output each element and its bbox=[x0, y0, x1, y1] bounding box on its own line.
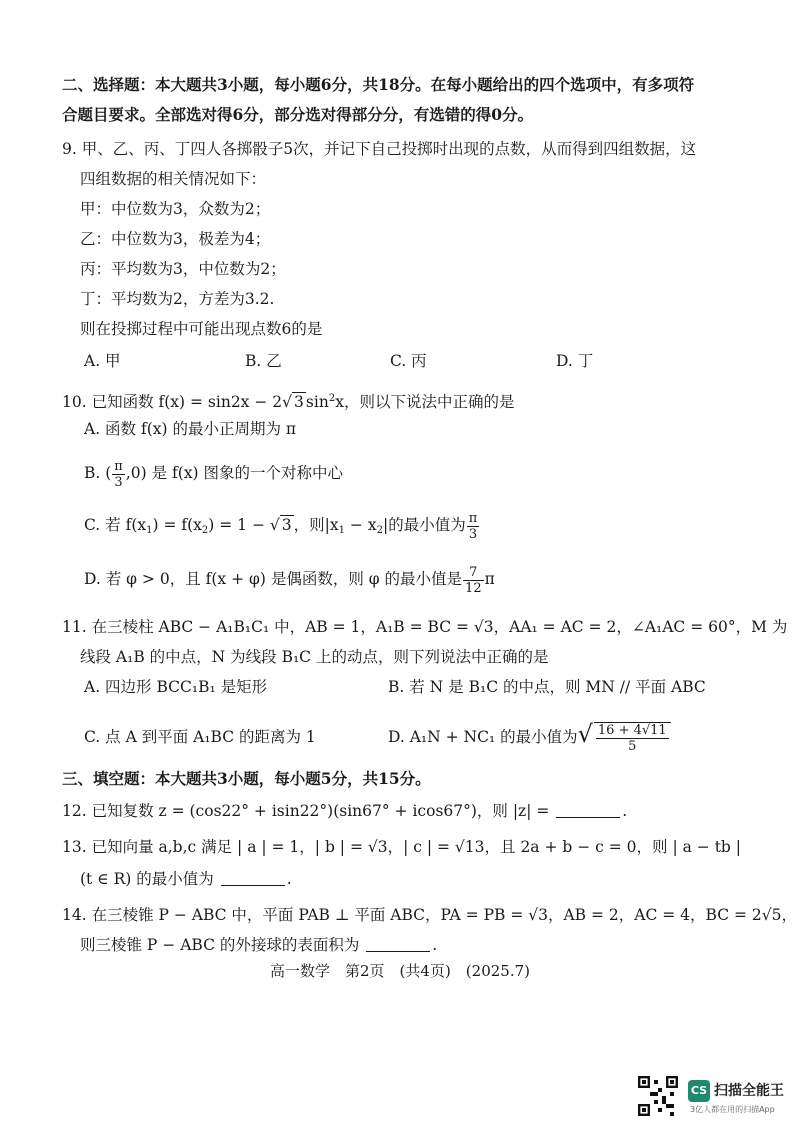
qr-code-icon bbox=[638, 1076, 678, 1116]
q10-option-c bbox=[84, 508, 480, 548]
q10-option-d-text: D. 若 φ > 0，且 f(x + φ) 是偶函数，则 φ 的最小值是 bbox=[84, 570, 463, 588]
q10-option-d-fraction bbox=[463, 565, 484, 596]
q10-option-b-fraction bbox=[112, 459, 125, 490]
page-footer: 高一数学 第2页 (共4页) (2025.7) bbox=[270, 962, 530, 980]
q14-text: 则三棱锥 P − ABC 的外接球的表面积为 bbox=[80, 936, 365, 954]
q12-text: 12. 已知复数 z = (cos22° + isin22°)(sin67° + icos67°)，则 |z| = bbox=[62, 802, 555, 820]
q11-option-c: C. 点 A 到平面 A₁BC 的距离为 1 bbox=[84, 728, 316, 746]
q13-answer-blank[interactable] bbox=[221, 871, 285, 886]
fraction-numerator: 16 + 4√11 bbox=[597, 723, 667, 738]
fraction-numerator: π bbox=[468, 510, 478, 526]
q10-option-a: A. 函数 f(x) 的最小正周期为 π bbox=[84, 420, 297, 438]
q10-option-b-suffix: ,0) 是 f(x) 图象的一个对称中心 bbox=[125, 464, 344, 482]
subscript: 1 bbox=[338, 525, 345, 536]
q11-option-d bbox=[388, 712, 672, 759]
q9-stem-line1: 9. 甲、乙、丙、丁四人各掷骰子5次，并记下自己投掷时出现的点数，从而得到四组数据，这 bbox=[62, 140, 697, 158]
q10-c-part: − x bbox=[345, 516, 377, 534]
q11-option-d-fraction bbox=[594, 722, 671, 754]
q14-answer-blank[interactable] bbox=[366, 937, 430, 952]
q9-option-c: C. 丙 bbox=[390, 352, 427, 370]
q9-condition-jia: 甲：中位数为3，众数为2； bbox=[80, 200, 271, 218]
sqrt-icon: √ bbox=[282, 393, 293, 411]
q10-function-a: f(x) = sin2x − 2 bbox=[158, 393, 283, 411]
q10-function-x: x bbox=[335, 393, 344, 411]
q10-stem-suffix: ，则以下说法中正确的是 bbox=[343, 393, 515, 411]
q10-c-part: ) = 1 − bbox=[208, 516, 270, 534]
q10-function-square: 2 bbox=[328, 393, 336, 404]
q10-option-b-prefix: B. ( bbox=[84, 464, 112, 482]
q14-stem-line1: 14. 在三棱锥 P − ABC 中，平面 PAB ⊥ 平面 ABC，PA = PB = √3，AB = 2，AC = 4，BC = 2√5， bbox=[62, 906, 798, 924]
q10-function-sin: sin bbox=[305, 393, 329, 411]
q9-condition-ding: 丁：平均数为2，方差为3.2. bbox=[80, 290, 275, 308]
q14-stem-line2 bbox=[80, 934, 437, 956]
q10-option-c-fraction bbox=[467, 511, 480, 542]
q11-stem-line1: 11. 在三棱柱 ABC − A₁B₁C₁ 中，AB = 1，A₁B = BC = √3，AA₁ = AC = 2，∠A₁AC = 60°，M 为 bbox=[62, 618, 788, 636]
q10-sqrt3: 3 bbox=[294, 393, 304, 411]
q10-c-part: C. 若 f(x bbox=[84, 516, 147, 534]
camscanner-logo-icon: CS bbox=[688, 1080, 710, 1102]
q10-stem bbox=[62, 388, 514, 413]
subscript: 2 bbox=[201, 525, 209, 536]
q10-stem-prefix: 10. 已知函数 bbox=[62, 393, 154, 411]
q11-option-a: A. 四边形 BCC₁B₁ 是矩形 bbox=[84, 678, 268, 696]
fraction-denominator: 5 bbox=[628, 739, 637, 754]
sqrt-icon: √ bbox=[577, 720, 593, 748]
fraction-denominator: 12 bbox=[465, 580, 482, 596]
section2-heading-line1: 二、选择题：本大题共3小题，每小题6分，共18分。在每小题给出的四个选项中，有多项符 bbox=[62, 75, 695, 94]
q9-stem-line2: 四组数据的相关情况如下： bbox=[80, 170, 267, 188]
watermark-app-name: 扫描全能王 bbox=[714, 1083, 784, 1099]
section2-heading-line2: 合题目要求。全部选对得6分，部分选对得部分分，有选错的得0分。 bbox=[62, 105, 534, 124]
q13-stem-line2 bbox=[80, 868, 292, 890]
q10-option-d bbox=[84, 562, 495, 596]
q10-c-part: ) = f(x bbox=[152, 516, 202, 534]
sqrt-icon: √ bbox=[269, 516, 280, 534]
q10-option-b bbox=[84, 456, 343, 490]
q13-text: (t ∈ R) 的最小值为 bbox=[80, 870, 219, 888]
q10-c-sqrt3: 3 bbox=[281, 516, 292, 534]
q9-option-a: A. 甲 bbox=[84, 352, 121, 370]
q11-option-d-text: D. A₁N + NC₁ 的最小值为 bbox=[388, 728, 578, 746]
q10-c-part: ，则|x bbox=[293, 516, 339, 534]
q12-period: . bbox=[622, 802, 628, 820]
q11-stem-line2: 线段 A₁B 的中点，N 为线段 B₁C 上的动点，则下列说法中正确的是 bbox=[80, 648, 549, 666]
section3-heading: 三、填空题：本大题共3小题，每小题5分，共15分。 bbox=[62, 769, 431, 788]
subscript: 2 bbox=[376, 525, 383, 536]
q11-option-b: B. 若 N 是 B₁C 的中点，则 MN // 平面 ABC bbox=[388, 678, 706, 696]
fraction-numerator: 7 bbox=[463, 565, 484, 581]
q9-question: 则在投掷过程中可能出现点数6的是 bbox=[80, 320, 323, 338]
fraction-numerator: π bbox=[114, 458, 123, 474]
subscript: 1 bbox=[146, 525, 153, 536]
watermark-tagline: 3亿人都在用的扫描App bbox=[690, 1105, 775, 1114]
q13-period: . bbox=[286, 870, 292, 888]
fraction-denominator: 3 bbox=[468, 526, 478, 542]
q9-condition-bing: 丙：平均数为3，中位数为2； bbox=[80, 260, 286, 278]
q10-c-part: |的最小值为 bbox=[382, 516, 466, 534]
q10-option-d-pi: π bbox=[484, 570, 495, 588]
q14-period: . bbox=[432, 936, 438, 954]
q13-stem-line1: 13. 已知向量 a,b,c 满足 | a | = 1，| b | = √3，| c | = √13，且 2a + b − c = 0，则 | a − tb | bbox=[62, 838, 741, 856]
q12-stem bbox=[62, 800, 627, 822]
q9-condition-yi: 乙：中位数为3，极差为4； bbox=[80, 230, 271, 248]
q9-option-b: B. 乙 bbox=[245, 352, 282, 370]
q12-answer-blank[interactable] bbox=[556, 803, 620, 818]
q9-option-d: D. 丁 bbox=[556, 352, 594, 370]
fraction-denominator: 3 bbox=[114, 474, 123, 490]
